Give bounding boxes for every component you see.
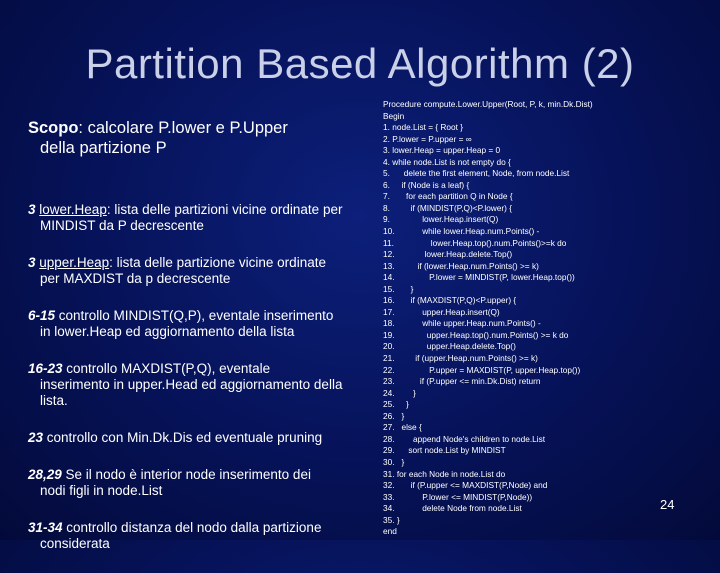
- code-line: 28. append Node's children to node.List: [383, 433, 546, 444]
- code-line: 12. lower.Heap.delete.Top(): [383, 249, 513, 260]
- line-ref: 28,29: [28, 467, 62, 482]
- code-line: 27. else {: [383, 422, 422, 433]
- scopo-label: Scopo: [28, 119, 79, 137]
- note-item: [28, 361, 358, 409]
- note-text: controllo MINDIST(Q,P), eventale inserimento: [55, 308, 334, 323]
- code-line: 35. }: [383, 514, 400, 525]
- scopo-text: : calcolare P.lower e P.Upper: [78, 119, 288, 137]
- note-text-cont: lista.: [40, 393, 68, 408]
- note-text-cont: per MAXDIST da p decrescente: [40, 271, 231, 286]
- note-text-cont: in lower.Heap ed aggiornamento della lista: [40, 324, 295, 339]
- code-line: 23. if (P.upper <= min.Dk.Dist) return: [383, 376, 541, 387]
- code-line: 9. lower.Heap.insert(Q): [383, 214, 499, 225]
- code-line: 15. }: [383, 283, 414, 294]
- note-keyword: lower.Heap: [39, 202, 107, 217]
- code-line: 8. if (MINDIST(P,Q)<P.lower) {: [383, 202, 513, 213]
- note-text: controllo distanza del nodo dalla partizione: [62, 520, 322, 535]
- note-text: : lista delle partizioni vicine ordinate per: [106, 202, 343, 217]
- code-line: 32. if (P.upper <= MAXDIST(P,Node) and: [383, 480, 548, 491]
- code-line: 21. if (upper.Heap.num.Points() >= k): [383, 353, 538, 364]
- note-text: Se il nodo è interior node inserimento dei: [61, 467, 311, 482]
- explanation-panel: [28, 118, 358, 573]
- code-line: 19. upper.Heap.top().num.Points() >= k do: [383, 329, 569, 340]
- scopo-paragraph: [28, 118, 358, 158]
- pseudocode-block: [383, 99, 683, 538]
- code-line: 14. P.lower = MINDIST(P, lower.Heap.top()): [383, 272, 575, 283]
- code-line: 33. P.lower <= MINDIST(P,Node)): [383, 491, 533, 502]
- line-ref: 3: [28, 255, 36, 270]
- line-ref: 3: [28, 202, 36, 217]
- note-text-cont: considerata: [40, 536, 110, 551]
- code-line: 2. P.lower = P.upper = ∞: [383, 133, 472, 144]
- code-line: 17. upper.Heap.insert(Q): [383, 306, 500, 317]
- page-number: 24: [660, 497, 675, 512]
- note-keyword: upper.Heap: [39, 255, 110, 270]
- code-line: 6. if (Node is a leaf) {: [383, 179, 470, 190]
- note-item: [28, 202, 358, 234]
- code-line: 34. delete Node from node.List: [383, 503, 522, 514]
- slide-title: Partition Based Algorithm (2): [85, 40, 635, 87]
- note-item: [28, 255, 358, 287]
- code-line: 24. }: [383, 387, 416, 398]
- line-ref: 31-34: [28, 520, 63, 535]
- note-text-cont: inserimento in upper.Head ed aggiornamento della: [40, 377, 343, 392]
- line-ref: 23: [28, 430, 44, 445]
- code-line: 5. delete the first element, Node, from node.List: [383, 168, 570, 179]
- code-line: 3. lower.Heap = upper.Heap = 0: [383, 145, 501, 156]
- note-text: : lista delle partizione vicine ordinate: [109, 255, 326, 270]
- code-line: 16. if (MAXDIST(P,Q)<P.upper) {: [383, 295, 517, 306]
- code-line: 11. lower.Heap.top().num.Points()>=k do: [383, 237, 567, 248]
- note-item: [28, 520, 358, 552]
- note-item: [28, 308, 358, 340]
- code-line: 10. while lower.Heap.num.Points() -: [383, 226, 540, 237]
- line-ref: 16-23: [28, 361, 63, 376]
- note-text-cont: nodi figli in node.List: [40, 483, 163, 498]
- note-text: controllo MAXDIST(P,Q), eventale: [62, 361, 271, 376]
- code-line: 29. sort node.List by MINDIST: [383, 445, 506, 456]
- code-line: 1. node.List = { Root }: [383, 122, 464, 133]
- line-ref: 6-15: [28, 308, 56, 323]
- code-line: 26. }: [383, 410, 405, 421]
- code-line: Begin: [383, 110, 405, 121]
- code-line: 31. for each Node in node.List do: [383, 468, 506, 479]
- note-text-cont: MINDIST da P decrescente: [40, 218, 204, 233]
- note-text: controllo con Min.Dk.Dis ed eventuale pruning: [43, 430, 323, 445]
- code-line: 13. if (lower.Heap.num.Points() >= k): [383, 260, 539, 271]
- note-item: [28, 467, 358, 499]
- code-line: 30. }: [383, 456, 405, 467]
- code-line: 22. P.upper = MAXDIST(P, upper.Heap.top()): [383, 364, 581, 375]
- code-line: 7. for each partition Q in Node {: [383, 191, 513, 202]
- code-line: Procedure compute.Lower.Upper(Root, P, k, min.Dk.Dist): [383, 99, 593, 109]
- note-item: [28, 430, 358, 446]
- code-line: 20. upper.Heap.delete.Top(): [383, 341, 516, 352]
- code-line: 25. }: [383, 399, 409, 410]
- scopo-text-cont: della partizione P: [40, 139, 167, 157]
- code-line: end: [383, 526, 397, 537]
- code-line: 4. while node.List is not empty do {: [383, 156, 511, 167]
- code-line: 18. while upper.Heap.num.Points() -: [383, 318, 541, 329]
